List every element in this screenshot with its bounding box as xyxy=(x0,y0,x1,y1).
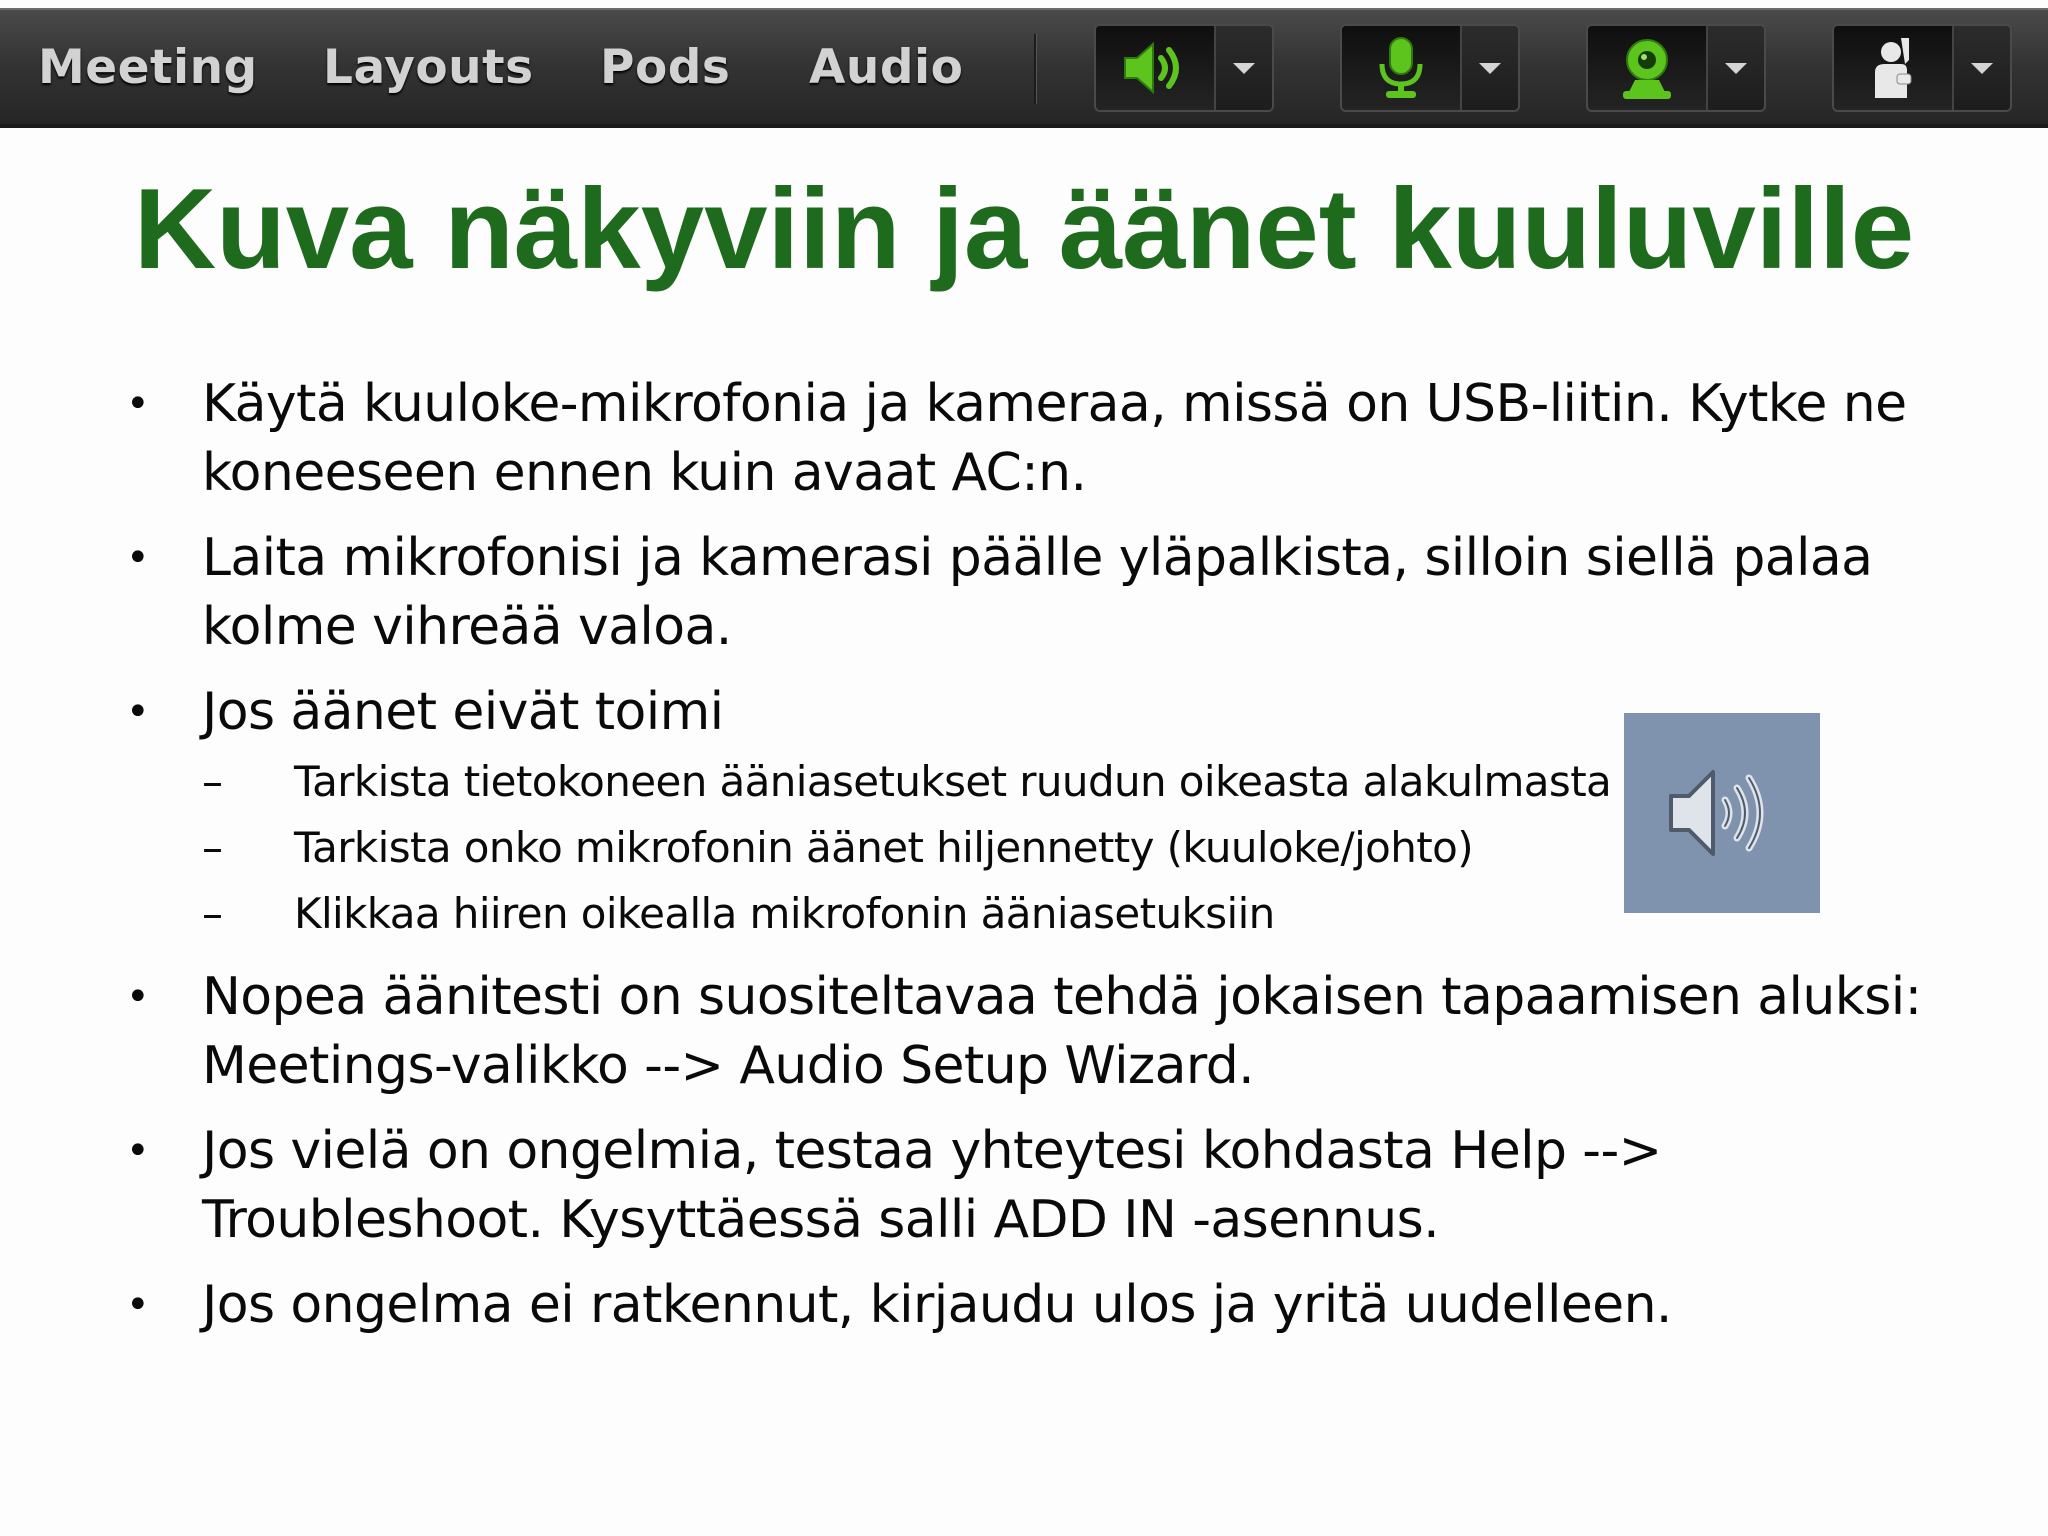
bullet-text: Jos äänet eivät toimi xyxy=(202,682,724,742)
chevron-down-icon xyxy=(1233,63,1255,74)
sub-bullet-marker: – xyxy=(202,757,223,806)
chevron-down-icon xyxy=(1479,63,1501,74)
microphone-toggle[interactable] xyxy=(1342,26,1460,110)
bullet-text: Käytä kuuloke-mikrofonia ja kameraa, missä on USB-liitin. Kytke ne koneeseen ennen kuin avaat AC:n. xyxy=(202,374,1907,503)
webcam-icon xyxy=(1615,34,1679,102)
microphone-button[interactable] xyxy=(1340,24,1520,112)
chevron-down-icon xyxy=(1725,63,1747,74)
bullet-item xyxy=(120,370,1950,508)
bullet-text: Nopea äänitesti on suositeltavaa tehdä jokaisen tapaamisen aluksi: Meetings-valikko --> Audio Setup Wizard. xyxy=(202,967,1922,1096)
status-dropdown[interactable] xyxy=(1952,26,2010,110)
raise-hand-icon xyxy=(1861,34,1925,102)
menu-meeting[interactable]: Meeting xyxy=(38,40,258,95)
bullet-marker: • xyxy=(126,689,149,735)
bullet-item xyxy=(120,1271,1950,1340)
microphone-dropdown[interactable] xyxy=(1460,26,1518,110)
camera-toggle[interactable] xyxy=(1588,26,1706,110)
bullet-marker: • xyxy=(126,1128,149,1174)
toolbar-divider xyxy=(1034,34,1037,104)
menu-layouts[interactable]: Layouts xyxy=(323,40,534,95)
speaker-button[interactable] xyxy=(1094,24,1274,112)
volume-icon xyxy=(1657,748,1787,878)
bullet-item xyxy=(120,1117,1950,1255)
microphone-icon xyxy=(1371,34,1431,102)
speaker-toggle[interactable] xyxy=(1096,26,1214,110)
menu-audio[interactable]: Audio xyxy=(809,40,964,95)
speaker-icon xyxy=(1119,36,1191,100)
sub-bullet-text: Klikkaa hiiren oikealla mikrofonin ääniasetuksiin xyxy=(294,889,1275,938)
status-button[interactable] xyxy=(1832,24,2012,112)
bullet-text: Jos ongelma ei ratkennut, kirjaudu ulos ja yritä uudelleen. xyxy=(202,1275,1672,1335)
menu-pods[interactable]: Pods xyxy=(600,40,731,95)
chevron-down-icon xyxy=(1971,63,1993,74)
camera-button[interactable] xyxy=(1586,24,1766,112)
bullet-text: Jos vielä on ongelmia, testaa yhteytesi kohdasta Help --> Troubleshoot. Kysyttäessä salli ADD IN -asennus. xyxy=(202,1121,1662,1250)
raise-hand-toggle[interactable] xyxy=(1834,26,1952,110)
bullet-marker: • xyxy=(126,1282,149,1328)
bullet-item xyxy=(120,524,1950,662)
bullet-marker: • xyxy=(126,535,149,581)
bullet-item xyxy=(120,963,1950,1101)
volume-image xyxy=(1624,713,1820,913)
bullet-marker: • xyxy=(126,974,149,1020)
bullet-text: Laita mikrofonisi ja kamerasi päälle yläpalkista, silloin siellä palaa kolme vihreää valoa. xyxy=(202,528,1873,657)
camera-dropdown[interactable] xyxy=(1706,26,1764,110)
sub-bullet-marker: – xyxy=(202,823,223,872)
sub-bullet-text: Tarkista tietokoneen ääniasetukset ruudun oikeasta alakulmasta xyxy=(294,757,1612,806)
sub-bullet-marker: – xyxy=(202,889,223,938)
sub-bullet-text: Tarkista onko mikrofonin äänet hiljennetty (kuuloke/johto) xyxy=(294,823,1474,872)
speaker-dropdown[interactable] xyxy=(1214,26,1272,110)
bullet-marker: • xyxy=(126,381,149,427)
slide-title: Kuva näkyviin ja äänet kuuluville xyxy=(133,166,1915,293)
top-toolbar xyxy=(0,8,2048,128)
